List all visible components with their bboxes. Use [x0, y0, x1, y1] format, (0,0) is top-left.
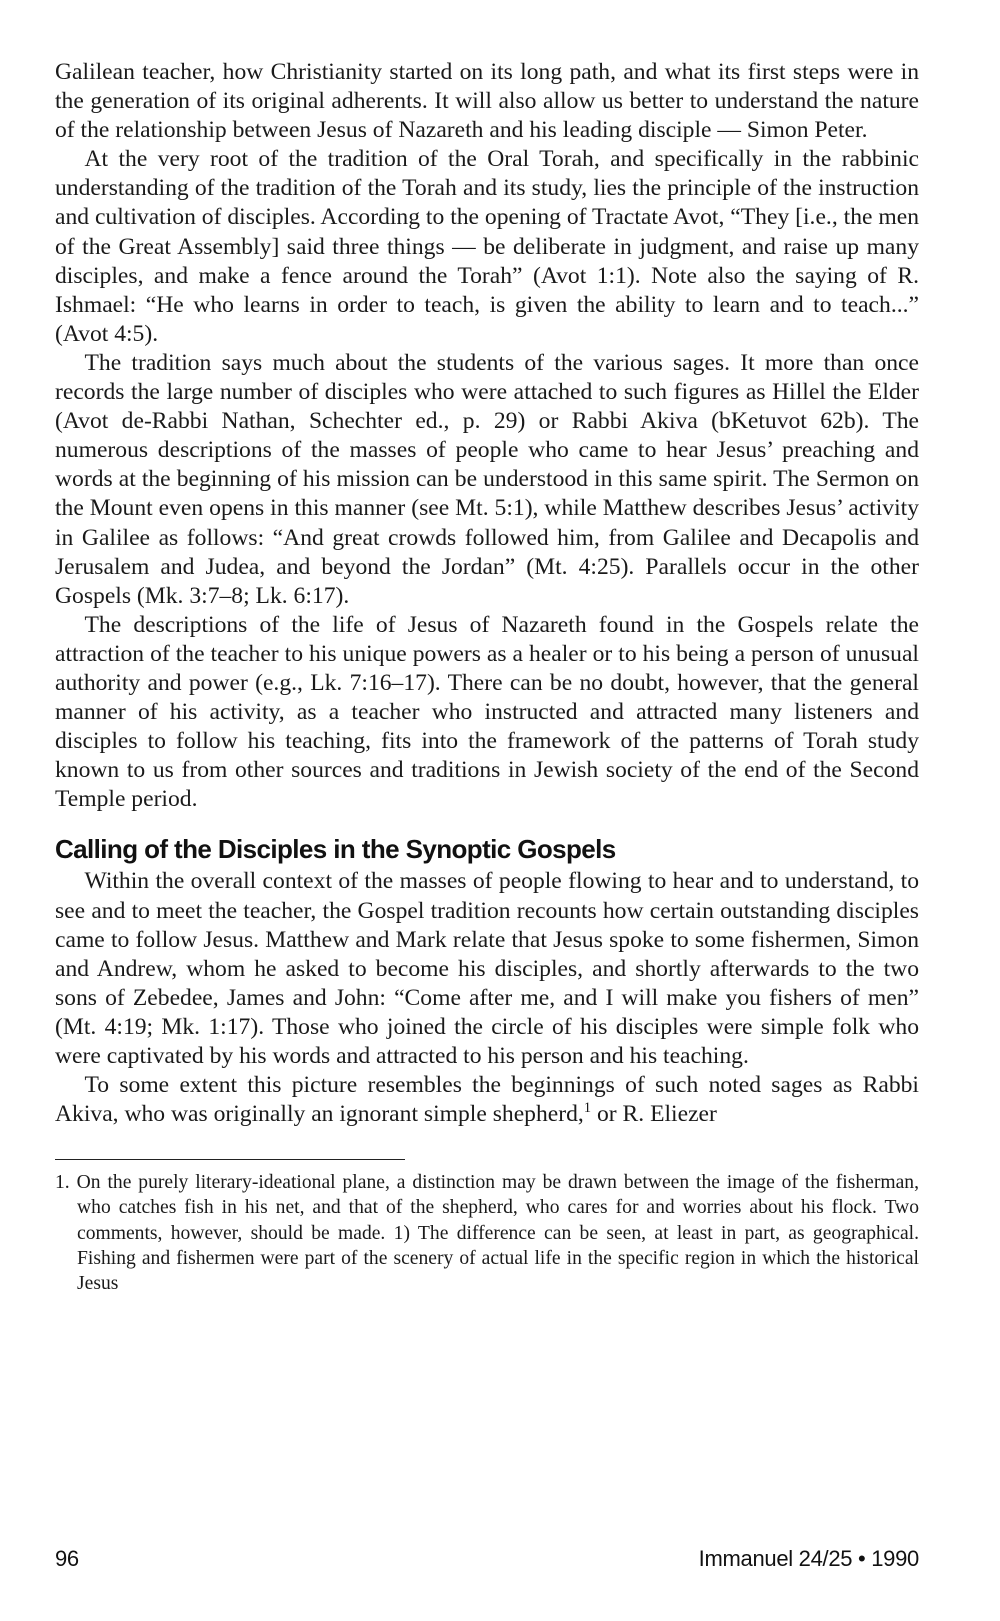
- paragraph: At the very root of the tradition of the Oral Torah, and specifically in the rabbinic understanding of the tradition of the Torah and its study, lies the principle of the instruction and cultivation of disciples. According to the opening of Tractate Avot, “They [i.e., the men of the Great Assembly] said three things — be deliberate in judgment, and raise up many disciples, and make a fence around the Torah” (Avot 1:1). Note also the saying of R. Ishmael: “He who learns in order to teach, is given the ability to learn and to teach...” (Avot 4:5).: [55, 146, 919, 347]
- paragraph-with-note: [55, 1071, 919, 1129]
- paragraph-text: or R. Eliezer: [591, 1101, 717, 1128]
- paragraph: The descriptions of the life of Jesus of Nazareth found in the Gospels relate the attraction of the teacher to his unique powers as a healer or to his being a person of unusual authority and power (e.g., Lk. 7:16–17). There can be no doubt, however, that the general manner of his activity, as a teacher who instructed and attracted many listeners and disciples to follow his teaching, fits into the framework of the patterns of Torah study known to us from other sources and traditions in Jewish society of the end of the Second Temple period.: [55, 611, 919, 813]
- footnote-text: On the purely literary-ideational plane, a distinction may be drawn between the image of the fisherman, who catches fish in his net, and that of the shepherd, who cares for and worries about his flock. Two comments, however, should be made. 1) The difference can be seen, at least in part, as geographical. Fishing and fishermen were part of the scenery of actual life in the specific region in which the historical Jesus: [76, 1172, 919, 1295]
- paragraph: Galilean teacher, how Christianity started on its long path, and what its first steps were in the generation of its original adherents. It will also allow us better to understand the nature of the relationship between Jesus of Nazareth and his leading disciple — Simon Peter.: [55, 59, 919, 144]
- section-text: [55, 867, 919, 1129]
- journal-info: Immanuel 24/25 • 1990: [698, 1546, 919, 1571]
- main-text: [55, 58, 919, 814]
- footnote: [55, 1170, 919, 1296]
- paragraph-text: To some extent this picture resembles the beginnings of such noted sages as Rabbi Akiva, who was originally an ignorant simple shepherd,: [55, 1072, 919, 1128]
- page-number: 96: [55, 1546, 79, 1571]
- footnote-number: 1.: [55, 1172, 70, 1194]
- paragraph: The tradition says much about the students of the various sages. It more than once records the large number of disciples who were attached to such figures as Hillel the Elder (Avot de-Rabbi Nathan, Schechter ed., p. 29) or Rabbi Akiva (bKetuvot 62b). The numerous descriptions of the masses of people who came to hear Jesus’ preaching and words at the beginning of his mission can be understood in this same spirit. The Sermon on the Mount even opens in this manner (see Mt. 5:1), while Matthew describes Jesus’ activity in Galilee as follows: “And great crowds followed him, from Galilee and Decapolis and Jerusalem and Judea, and beyond the Jordan” (Mt. 4:25). Parallels occur in the other Gospels (Mk. 3:7–8; Lk. 6:17).: [55, 349, 919, 609]
- footnote-reference[interactable]: 1: [583, 1100, 592, 1117]
- paragraph: Within the overall context of the masses of people flowing to hear and to understand, to see and to meet the teacher, the Gospel tradition recounts how certain outstanding disciples came to follow Jesus. Matthew and Mark relate that Jesus spoke to some fishermen, Simon and Andrew, whom he asked to become his disciples, and shortly afterwards to the two sons of Zebedee, James and John: “Come after me, and I will make you fishers of men” (Mt. 4:19; Mk. 1:17). Those who joined the circle of his disciples were simple folk who were captivated by his words and attracted to his person and his teaching.: [55, 868, 919, 1069]
- footnote-divider: [55, 1159, 405, 1160]
- section-heading: Calling of the Disciples in the Synoptic Gospels: [55, 834, 616, 865]
- page-body: [55, 58, 919, 1296]
- page-footer: [55, 1546, 919, 1572]
